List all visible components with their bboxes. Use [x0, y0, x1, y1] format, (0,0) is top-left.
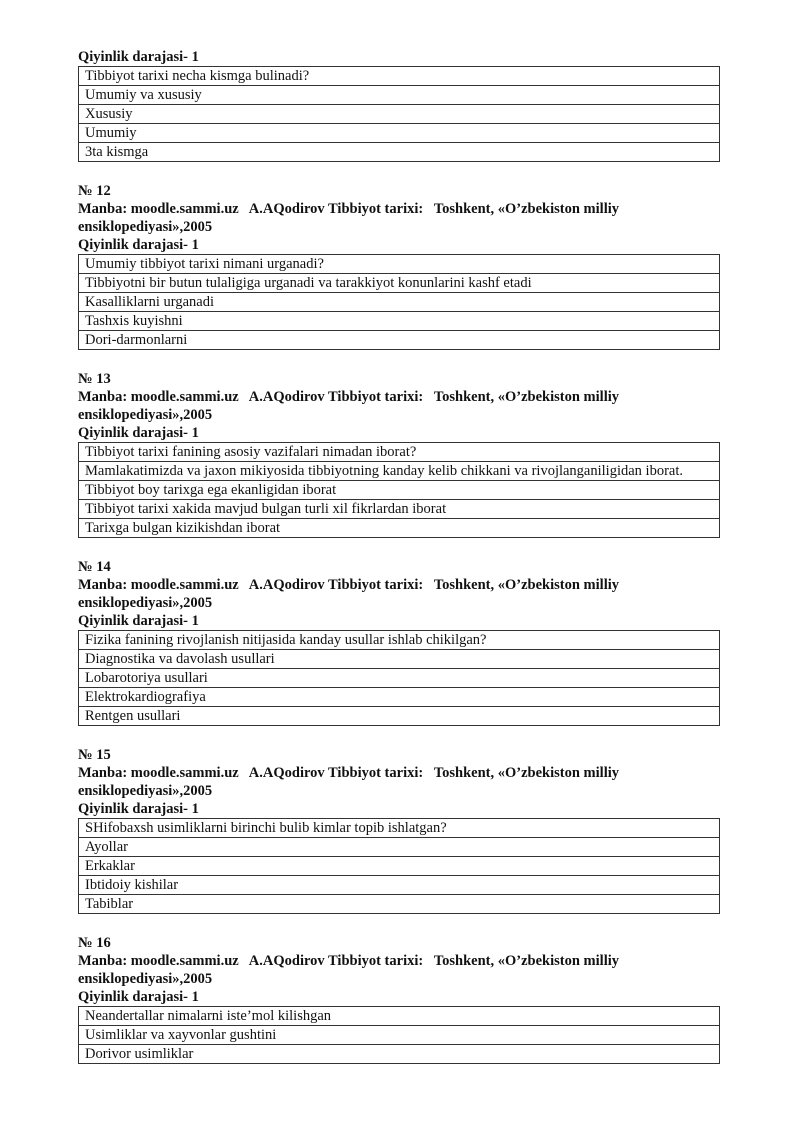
question-text: Neandertallar nimalarni iste’mol kilishgan	[79, 1007, 720, 1026]
source-line: Manba: moodle.sammi.uz A.AQodirov Tibbiyot tarixi: Toshkent, «O’zbekiston milliy ensiklopediyasi»,2005	[78, 953, 623, 987]
question-table	[78, 818, 720, 914]
question-table	[78, 630, 720, 726]
question-block	[78, 934, 720, 1064]
source-line: Manba: moodle.sammi.uz A.AQodirov Tibbiyot tarixi: Toshkent, «O’zbekiston milliy ensiklopediyasi»,2005	[78, 201, 623, 235]
answer-option: Tibbiyot boy tarixga ega ekanligidan iborat	[79, 481, 720, 500]
answer-option: Dorivor usimliklar	[79, 1045, 720, 1064]
answer-option: Umumiy	[79, 124, 720, 143]
question-table	[78, 442, 720, 538]
answer-option: Ibtidoiy kishilar	[79, 876, 720, 895]
table-row	[79, 143, 720, 162]
table-row	[79, 688, 720, 707]
question-table	[78, 66, 720, 162]
table-row	[79, 669, 720, 688]
table-row	[79, 650, 720, 669]
table-row	[79, 462, 720, 481]
question-table	[78, 254, 720, 350]
table-row	[79, 124, 720, 143]
answer-option: Diagnostika va davolash usullari	[79, 650, 720, 669]
table-row	[79, 519, 720, 538]
table-row	[79, 1026, 720, 1045]
source-line: Manba: moodle.sammi.uz A.AQodirov Tibbiyot tarixi: Toshkent, «O’zbekiston milliy ensiklopediyasi»,2005	[78, 389, 623, 423]
answer-option: Xususiy	[79, 105, 720, 124]
answer-option: Umumiy va xususiy	[79, 86, 720, 105]
question-block	[78, 182, 720, 350]
answer-option: Mamlakatimizda va jaxon mikiyosida tibbiyotning kanday kelib chikkani va rivojlanganiligidan iborat.	[79, 462, 720, 481]
table-row	[79, 895, 720, 914]
question-number: № 13	[78, 371, 111, 387]
question-text: Tibbiyot tarixi necha kismga bulinadi?	[79, 67, 720, 86]
question-block	[78, 370, 720, 538]
answer-option: Rentgen usullari	[79, 707, 720, 726]
answer-option: Kasalliklarni urganadi	[79, 293, 720, 312]
answer-option: Erkaklar	[79, 857, 720, 876]
question-block	[78, 48, 720, 162]
table-row	[79, 631, 720, 650]
source-line: Manba: moodle.sammi.uz A.AQodirov Tibbiyot tarixi: Toshkent, «O’zbekiston milliy ensiklopediyasi»,2005	[78, 577, 623, 611]
answer-option: 3ta kismga	[79, 143, 720, 162]
table-row	[79, 1007, 720, 1026]
difficulty-level: Qiyinlik darajasi- 1	[78, 801, 199, 817]
answer-option: Elektrokardiografiya	[79, 688, 720, 707]
answer-option: Ayollar	[79, 838, 720, 857]
table-row	[79, 1045, 720, 1064]
question-block	[78, 558, 720, 726]
table-row	[79, 274, 720, 293]
answer-option: Dori-darmonlarni	[79, 331, 720, 350]
question-block	[78, 746, 720, 914]
answer-option: Usimliklar va xayvonlar gushtini	[79, 1026, 720, 1045]
table-row	[79, 838, 720, 857]
answer-option: Tabiblar	[79, 895, 720, 914]
answer-option: Tibbiyot tarixi xakida mavjud bulgan turli xil fikrlardan iborat	[79, 500, 720, 519]
question-number: № 15	[78, 747, 111, 763]
question-text: Umumiy tibbiyot tarixi nimani urganadi?	[79, 255, 720, 274]
table-row	[79, 857, 720, 876]
table-row	[79, 293, 720, 312]
table-row	[79, 707, 720, 726]
question-text: SHifobaxsh usimliklarni birinchi bulib kimlar topib ishlatgan?	[79, 819, 720, 838]
table-row	[79, 86, 720, 105]
document-page	[78, 48, 720, 1084]
table-row	[79, 500, 720, 519]
table-row	[79, 481, 720, 500]
table-row	[79, 331, 720, 350]
answer-option: Tarixga bulgan kizikishdan iborat	[79, 519, 720, 538]
answer-option: Tashxis kuyishni	[79, 312, 720, 331]
difficulty-level: Qiyinlik darajasi- 1	[78, 613, 199, 629]
question-number: № 12	[78, 183, 111, 199]
answer-option: Tibbiyotni bir butun tulaligiga urganadi va tarakkiyot konunlarini kashf etadi	[79, 274, 720, 293]
difficulty-level: Qiyinlik darajasi- 1	[78, 989, 199, 1005]
table-row	[79, 312, 720, 331]
question-number: № 14	[78, 559, 111, 575]
difficulty-level: Qiyinlik darajasi- 1	[78, 237, 199, 253]
question-text: Fizika fanining rivojlanish nitijasida kanday usullar ishlab chikilgan?	[79, 631, 720, 650]
table-row	[79, 67, 720, 86]
table-row	[79, 255, 720, 274]
question-number: № 16	[78, 935, 111, 951]
table-row	[79, 819, 720, 838]
table-row	[79, 105, 720, 124]
question-text: Tibbiyot tarixi fanining asosiy vazifalari nimadan iborat?	[79, 443, 720, 462]
difficulty-level: Qiyinlik darajasi- 1	[78, 49, 199, 65]
difficulty-level: Qiyinlik darajasi- 1	[78, 425, 199, 441]
answer-option: Lobarotoriya usullari	[79, 669, 720, 688]
source-line: Manba: moodle.sammi.uz A.AQodirov Tibbiyot tarixi: Toshkent, «O’zbekiston milliy ensiklopediyasi»,2005	[78, 765, 623, 799]
table-row	[79, 876, 720, 895]
table-row	[79, 443, 720, 462]
question-table	[78, 1006, 720, 1064]
